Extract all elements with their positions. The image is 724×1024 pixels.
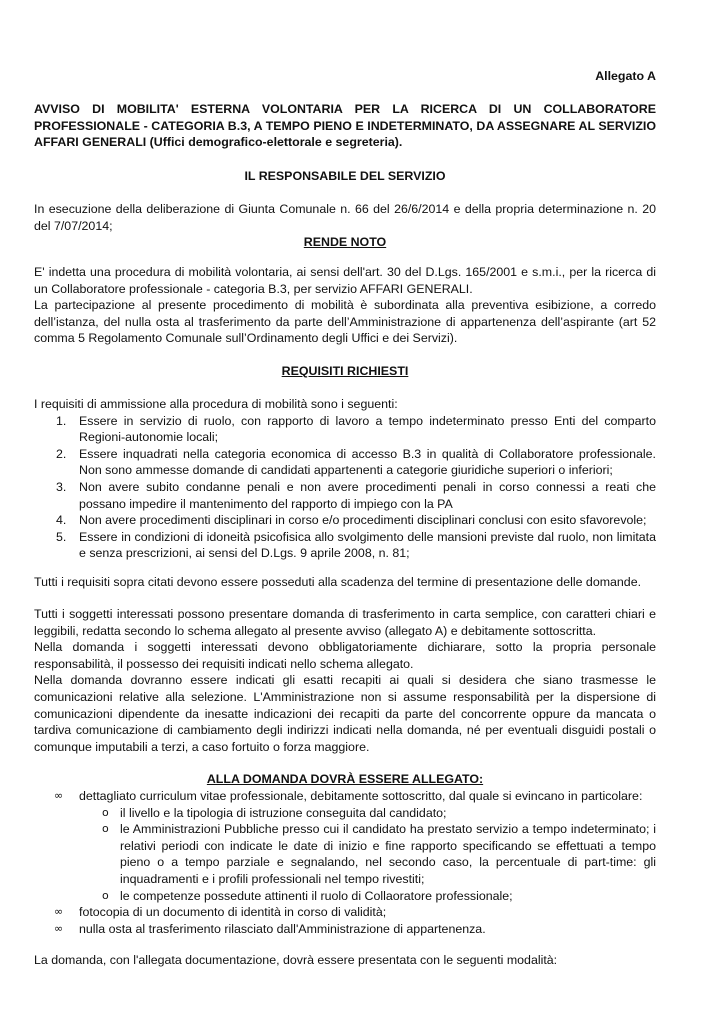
list-item — [34, 904, 656, 921]
infinity-bullet-icon: ∞ — [54, 789, 64, 802]
list-number: 4. — [56, 513, 67, 528]
sub-list-item — [34, 888, 656, 905]
paragraph-modalita: La domanda, con l'allegata documentazione, dovrà essere presentata con le seguenti modalità: — [34, 953, 558, 967]
requisiti-list — [34, 396, 656, 562]
list-number: 1. — [56, 413, 67, 428]
list-item-text: Non avere subito condanne penali e non avere procedimenti penali in corso connessi a reati che possano impedire il mantenimento del rapporto di impiego con la PA — [79, 479, 656, 511]
paragraph-scadenza: Tutti i requisiti sopra citati devono essere posseduti alla scadenza del termine di presentazione delle domande. — [34, 575, 642, 589]
heading-requisiti: REQUISITI RICHIESTI — [281, 364, 409, 378]
infinity-bullet-icon: ∞ — [54, 921, 64, 935]
attachment-label: Allegato A — [595, 69, 656, 83]
sub-list-item — [34, 805, 656, 822]
requisiti-intro: I requisiti di ammissione alla procedura di mobilità sono i seguenti: — [34, 397, 398, 411]
allegati-list — [34, 788, 656, 937]
list-item — [34, 921, 656, 938]
list-item-text: fotocopia di un documento di identità in corso di validità; — [79, 905, 387, 920]
heading-responsabile: IL RESPONSABILE DEL SERVIZIO — [244, 169, 446, 183]
circle-bullet-icon: o — [102, 822, 109, 836]
list-item — [34, 529, 656, 562]
list-item-text: Essere in servizio di ruolo, con rapporto di lavoro a tempo indeterminato presso Enti del comparto Regioni-autonomie locali; — [79, 413, 656, 445]
infinity-bullet-icon: ∞ — [54, 905, 64, 919]
list-item — [34, 788, 656, 805]
circle-bullet-icon: o — [102, 805, 109, 819]
sub-list-item-text: le competenze possedute attinenti il ruolo di Collaoratore professionale; — [120, 888, 513, 903]
sub-list-item-text: il livello e la tipologia di istruzione conseguita dal candidato; — [120, 805, 447, 820]
list-item-text: Non avere procedimenti disciplinari in corso e/o procedimenti disciplinari conclusi con esito sfavorevole; — [79, 513, 647, 528]
heading-rende-noto: RENDE NOTO — [303, 235, 387, 249]
sub-list-item — [34, 821, 656, 887]
heading-allegati: ALLA DOMANDA DOVRÀ ESSERE ALLEGATO: — [206, 772, 484, 786]
list-item — [34, 446, 656, 479]
paragraph-rende-noto — [34, 264, 656, 347]
list-number: 3. — [56, 479, 67, 494]
list-item — [34, 413, 656, 446]
paragraph-dichiarazione: Nella domanda i soggetti interessati devono obbligatoriamente dichiarare, sotto la propria personale responsabilità, il possesso dei requisiti indicati nello schema allegato. — [34, 640, 656, 671]
paragraph-esecuzione: In esecuzione della deliberazione di Giunta Comunale n. 66 del 26/6/2014 e della propria determinazione n. 20 del 7/07/2014; — [34, 202, 656, 233]
list-item-text: nulla osta al trasferimento rilasciato dall'Amministrazione di appartenenza. — [79, 921, 486, 936]
list-item-text: Essere inquadrati nella categoria economica di accesso B.3 in qualità di Collaboratore professionale. Non sono ammesse domande di candidati appartenenti a categorie giuridiche superiori o inferiori; — [79, 446, 656, 478]
list-item — [34, 479, 656, 512]
sub-list-item-text: le Amministrazioni Pubbliche presso cui il candidato ha prestato servizio a tempo indeterminato; i relativi periodi con indicate le date di inizio e fine rapporto specificando se effettuati a tempo pieno o a tempo parziale e segnalando, nel secondo caso, la percentuale di part-time: gli inquadramenti e i profili professionali nel tempo rivestiti; — [120, 822, 656, 886]
list-number: 2. — [56, 446, 67, 461]
list-item-text: dettagliato curriculum vitae professionale, debitamente sottoscritto, dal quale si evincano in particolare: — [79, 789, 643, 803]
circle-bullet-icon: o — [102, 888, 109, 902]
paragraph-carta-semplice: Tutti i soggetti interessati possono presentare domanda di trasferimento in carta semplice, con caratteri chiari e leggibili, redatta secondo lo schema allegato al presente avviso (allegato A) e debitamente sottoscritta. — [34, 607, 656, 638]
paragraph-domanda — [34, 606, 656, 755]
paragraph-partecipazione: La partecipazione al presente procedimento di mobilità è subordinata alla preventiva esibizione, a corredo dell’istanza, del nulla osta al trasferimento da parte dell’Amministrazione di appartenenza dell’aspirante (art 52 comma 5 Regolamento Comunale sull’Ordinamento degli Uffici e dei Servizi). — [34, 298, 656, 346]
list-item-text: Essere in condizioni di idoneità psicofisica allo svolgimento delle mansioni previste dal ruolo, non limitata e senza prescrizioni, ai sensi del D.Lgs. 9 aprile 2008, n. 81; — [79, 529, 656, 561]
paragraph-recapiti: Nella domanda dovranno essere indicati gli esatti recapiti ai quali si desidera che siano trasmesse le comunicazioni relative alla selezione. L'Amministrazione non si assume responsabilità per la dispersione di comunicazioni dipendente da inesatte indicazioni dei recapiti da parte del concorrente oppure da mancata o tardiva comunicazione di cambiamento degli indirizzi indicati nella domanda, né per eventuali disguidi postali o comunque imputabili a terzi, a caso fortuito o forza maggiore. — [34, 673, 656, 754]
paragraph-procedura: E' indetta una procedura di mobilità volontaria, ai sensi dell'art. 30 del D.Lgs. 165/2001 e s.m.i., per la ricerca di un Collaboratore professionale - categoria B.3, per servizio AFFARI GENERALI. — [34, 265, 656, 296]
list-item — [34, 512, 656, 529]
list-number: 5. — [56, 529, 67, 544]
document-title: AVVISO DI MOBILITA' ESTERNA VOLONTARIA PER LA RICERCA DI UN COLLABORATORE PROFESSIONALE - CATEGORIA B.3, A TEMPO PIENO E INDETERMINATO, DA ASSEGNARE AL SERVIZIO AFFARI GENERALI (Uffici demografico-elettorale e segreteria). — [34, 102, 656, 150]
